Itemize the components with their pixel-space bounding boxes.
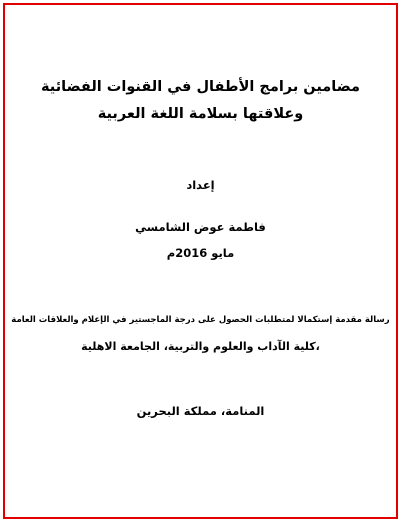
document-page <box>3 3 398 519</box>
document-title-line-1: مضامين برامج الأطفال في القنوات الفضائية <box>41 79 360 95</box>
author-name: فاطمة عوض الشامسي <box>135 220 266 234</box>
document-title-line-2: وعلاقتها بسلامة اللغة العربية <box>97 106 304 122</box>
thesis-description-line-2: ،كلية الآداب والعلوم والتربية، الجامعة الاهلية <box>81 340 320 353</box>
prepared-by-label: إعداد <box>186 178 215 192</box>
location: المنامة، مملكة البحرين <box>136 404 265 418</box>
submission-date: مايو 2016م <box>166 246 235 260</box>
thesis-description-line-1: رسالة مقدمة إستكمالا لمتطلبات الحصول على درجة الماجستير في الإعلام والعلاقات العامة <box>11 315 390 325</box>
